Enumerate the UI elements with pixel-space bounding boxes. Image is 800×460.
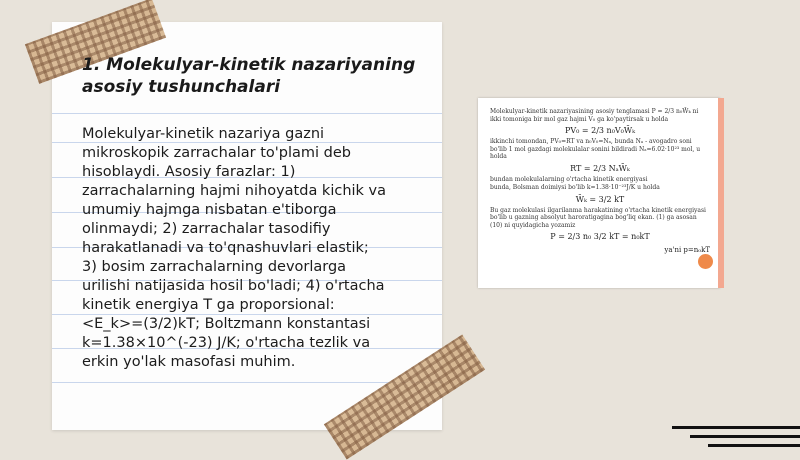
figure-edge-accent [718,98,724,288]
figure-paragraph: Molekulyar-kinetik nazariyasining asosiy tenglamasi P = 2/3 n₀W̄ₖ ni ikki tomoniga bir mol gaz hajmi V₀ ga ko'paytirsak u holda [490,108,699,123]
figure-paragraph: bundan molekulalarning o'rtacha kinetik energiyasi [490,175,648,183]
slide-body-text: Molekulyar-kinetik nazariya gazni mikroskopik zarrachalar to'plami deb hisoblaydi. Asosiy farazlar: 1) zarrachalarning hajmi nihoyatda kichik va umumiy hajmga nisbatan e'tiborga olinmaydi; 2) zarrachalar tasodifiy harakatlanadi va to'qnashuvlari elastik; 3) bosim zarrachalarning devorlarga urilishi natijasida hosil bo'ladi; 4) o'rtacha kinetik energiya T ga proporsional: <E_k>=(3/2)kT; Boltzmann konstantasi k=1.38×10^(-23) J/K; o'rtacha tezlik va erkin yo'lak masofasi muhim. [82,126,387,370]
figure-equation: ya'ni p=n₀kT [664,246,710,254]
figure-equation: RT = 2/3 NₐW̄ₖ [570,163,630,173]
slide-title: 1. Molekulyar-kinetik nazariyaning asosiy tushunchalari [82,55,416,97]
decorative-line [672,426,800,429]
figure-equation: PV₀ = 2/3 n₀V₀W̄ₖ [564,126,636,135]
figure-paragraph: ikkinchi tomondan, PV₀=RT va n₀V₀=Nₐ, bunda Nₐ - avogadro soni bo'lib 1 mol gazdagi molekulalar sonini bildiradi Nₐ=6.02·10²³ mol, u holda [490,138,701,160]
figure-equation: P = 2/3 n₀ 3/2 kT = n₀kT [550,232,650,241]
decorative-line [708,444,800,447]
equation-figure [478,98,720,288]
orange-dot-decoration [698,254,713,269]
figure-paragraph: bunda, Bolsman doimiysi bo'lib k=1.38·10⁻²³J/K u holda [490,184,660,191]
figure-paragraph: Bu gaz molekulasi ilgarilanma harakatining o'rtacha kinetik energiyasi bo'lib u gazning absolyut haroratigagina bog'liq ekan. (1) ga asosan (10) ni quyidagicha yozamiz [490,206,706,229]
figure-equation: W̄ₖ = 3/2 kT [575,194,625,204]
ruled-line [52,382,442,383]
decorative-line [690,435,800,438]
ruled-line [52,113,442,114]
